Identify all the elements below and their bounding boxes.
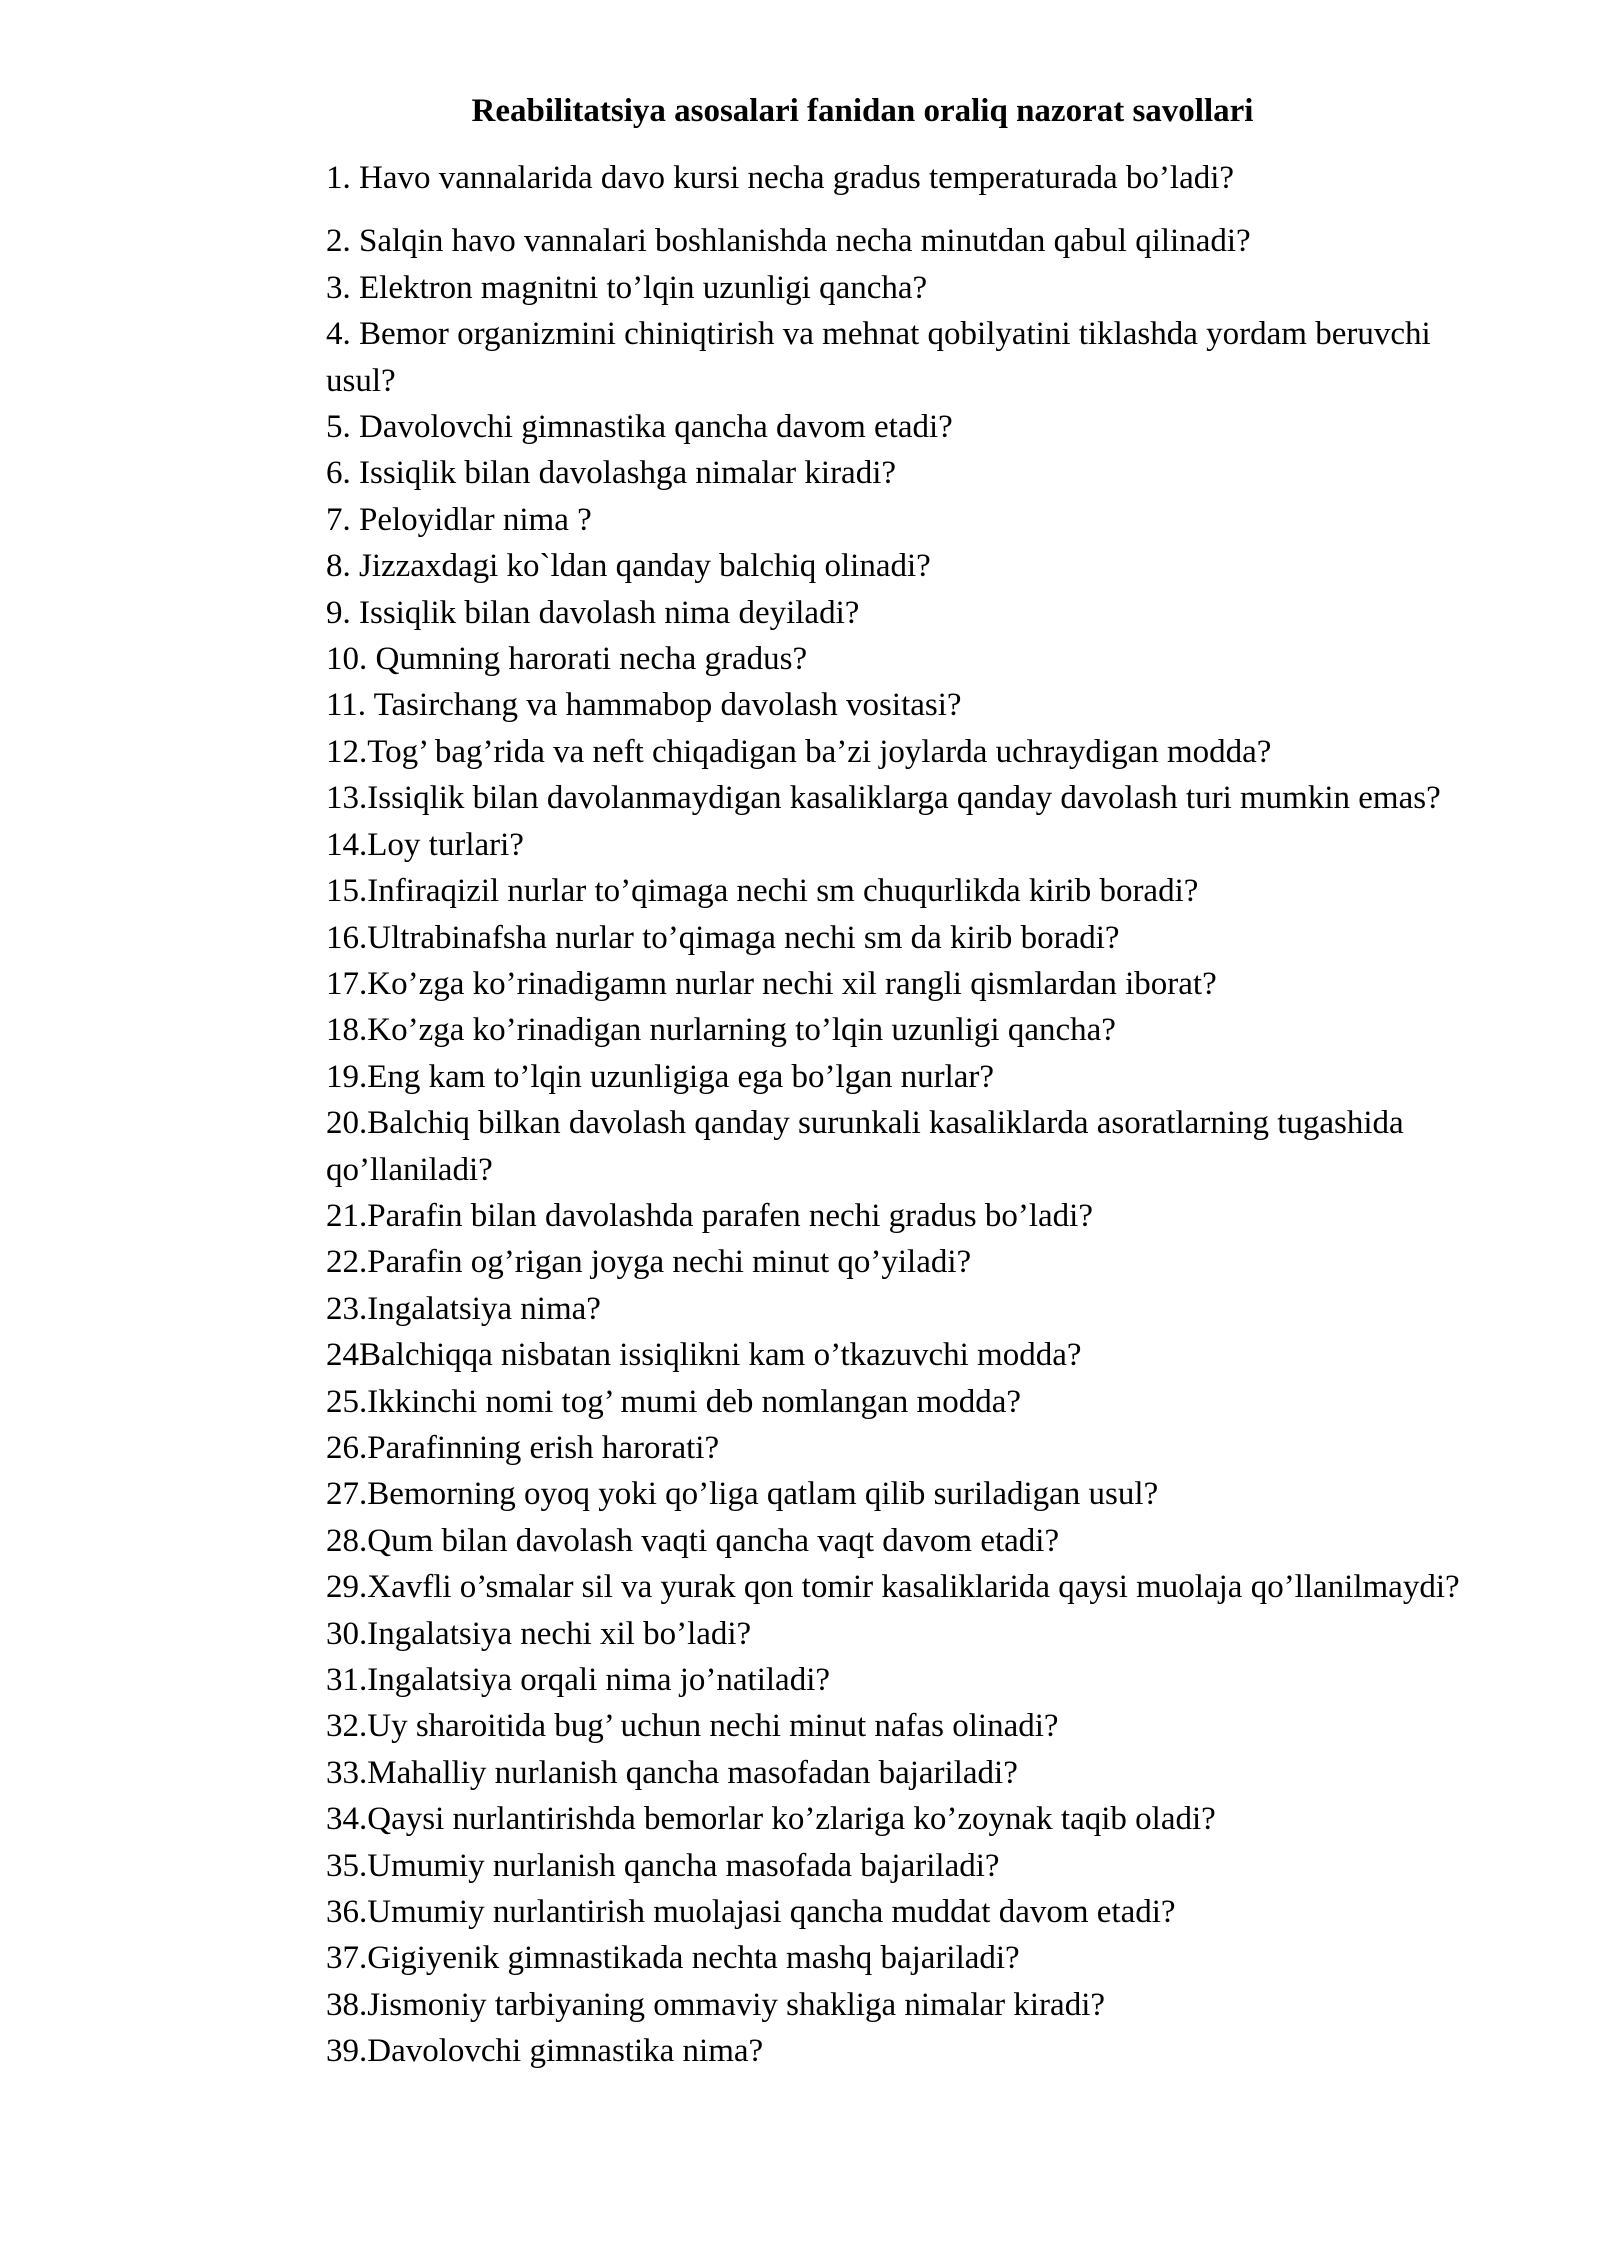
question-item: 21.Parafin bilan davolashda parafen nechi gradus bo’ladi? (326, 1197, 1093, 1234)
question-item: 10. Qumning harorati necha gradus? (326, 641, 808, 678)
question-item: 2. Salqin havo vannalari boshlanishda necha minutdan qabul qilinadi? (326, 223, 1251, 260)
question-item: 6. Issiqlik bilan davolashga nimalar kiradi? (326, 455, 897, 492)
question-item: 9. Issiqlik bilan davolash nima deyiladi? (326, 594, 860, 631)
question-item: 27.Bemorning oyoq yoki qo’liga qatlam qilib suriladigan usul? (326, 1476, 1159, 1513)
question-item: 23.Ingalatsiya nima? (326, 1290, 601, 1327)
question-item: 34.Qaysi nurlantirishda bemorlar ko’zlariga ko’zoynak taqib oladi? (326, 1801, 1216, 1838)
question-item: 13.Issiqlik bilan davolanmaydigan kasaliklarga qanday davolash turi mumkin emas? (326, 780, 1441, 817)
question-item: 14.Loy turlari? (326, 826, 524, 863)
question-item: 39.Davolovchi gimnastika nima? (326, 2033, 764, 2070)
question-item: 32.Uy sharoitida bug’ uchun nechi minut nafas olinadi? (326, 1708, 1059, 1745)
question-item: 24Balchiqqa nisbatan issiqlikni kam o’tkazuvchi modda? (326, 1337, 1082, 1374)
question-item: 4. Bemor organizmini chiniqtirish va mehnat qobilyatini tiklashda yordam beruvchi usul? (326, 316, 1431, 399)
question-item: 25.Ikkinchi nomi tog’ mumi deb nomlangan modda? (326, 1383, 1022, 1420)
question-item: 18.Ko’zga ko’rinadigan nurlarning to’lqin uzunligi qancha? (326, 1012, 1116, 1049)
question-list (326, 155, 1471, 2075)
question-item: 1. Havo vannalarida davo kursi necha gradus temperaturada bo’ladi? (326, 160, 1235, 196)
question-item: 5. Davolovchi gimnastika qancha davom etadi? (326, 409, 953, 446)
question-item: 15.Infiraqizil nurlar to’qimaga nechi sm chuqurlikda kirib boradi? (326, 873, 1199, 910)
question-item: 36.Umumiy nurlantirish muolajasi qancha muddat davom etadi? (326, 1894, 1176, 1931)
question-item: 7. Peloyidlar nima ? (326, 501, 592, 538)
question-item: 26.Parafinning erish harorati? (326, 1429, 720, 1466)
question-item: 19.Eng kam to’lqin uzunligiga ega bo’lgan nurlar? (326, 1058, 995, 1095)
question-item: 12.Tog’ bag’rida va neft chiqadigan ba’zi joylarda uchraydigan modda? (326, 733, 1272, 770)
question-item: 16.Ultrabinafsha nurlar to’qimaga nechi sm da kirib boradi? (326, 919, 1120, 956)
question-item: 11. Tasirchang va hammabop davolash vositasi? (326, 687, 962, 724)
question-item: 31.Ingalatsiya orqali nima jo’natiladi? (326, 1662, 831, 1698)
question-item: 29.Xavfli o’smalar sil va yurak qon tomir kasaliklarida qaysi muolaja qo’llanilmaydi? (326, 1569, 1460, 1606)
question-item: 28.Qum bilan davolash vaqti qancha vaqt davom etadi? (326, 1522, 1060, 1559)
question-item: 8. Jizzaxdagi ko`ldan qanday balchiq olinadi? (326, 548, 931, 585)
question-item: 3. Elektron magnitni to’lqin uzunligi qancha? (326, 269, 928, 306)
question-item: 30.Ingalatsiya nechi xil bo’ladi? (326, 1615, 752, 1652)
question-item: 35.Umumiy nurlanish qancha masofada bajariladi? (326, 1847, 1000, 1884)
question-item: 20.Balchiq bilkan davolash qanday surunkali kasaliklarda asoratlarning tugashida qo’llaniladi? (326, 1105, 1404, 1188)
question-item: 37.Gigiyenik gimnastikada nechta mashq bajariladi? (326, 1940, 1020, 1977)
question-item: 22.Parafin og’rigan joyga nechi minut qo’yiladi? (326, 1244, 972, 1281)
question-item: 17.Ko’zga ko’rinadigamn nurlar nechi xil rangli qismlardan iborat? (326, 965, 1217, 1002)
question-item: 38.Jismoniy tarbiyaning ommaviy shakliga nimalar kiradi? (326, 1986, 1106, 2023)
question-item: 33.Mahalliy nurlanish qancha masofadan bajariladi? (326, 1754, 1018, 1791)
document-title: Reabilitatsiya asosalari fanidan oraliq nazorat savollari (471, 93, 1254, 129)
